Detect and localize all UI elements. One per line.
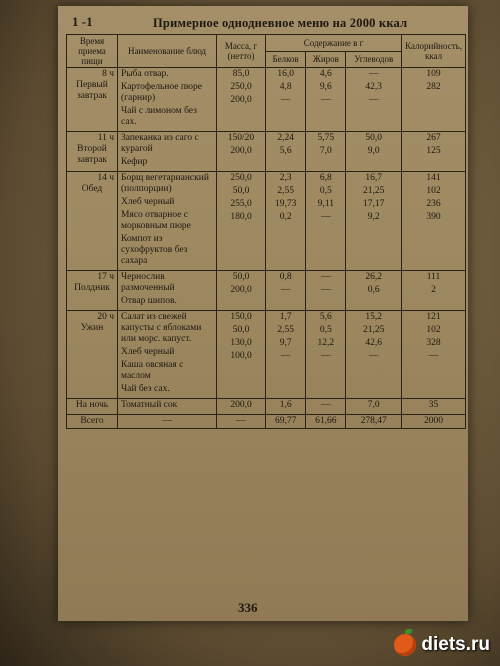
carbs-cell	[346, 271, 402, 311]
kcal-value: 109	[426, 69, 441, 79]
mass-value: 250,0	[230, 82, 252, 92]
dish-name: Картофельное пюре (гарнир)	[121, 82, 202, 103]
carbs-cell	[346, 399, 402, 415]
mass-value: 50,0	[232, 186, 250, 196]
protein-value: 0,8	[279, 272, 292, 282]
meal-cell	[67, 172, 118, 271]
mass-value: 200,0	[230, 400, 252, 410]
protein-value: 1,6	[279, 400, 292, 410]
fat-value: 9,11	[317, 199, 334, 209]
kcal-value: 125	[426, 146, 441, 156]
dish-name: Томатный сок	[121, 400, 178, 410]
protein-value: 19,73	[274, 199, 297, 209]
dish-name: Чай без сах.	[121, 384, 170, 394]
mass-cell	[217, 132, 266, 172]
carbs-cell	[346, 311, 402, 399]
dish-name: Хлеб черный	[121, 197, 175, 207]
kcal-value: —	[428, 351, 439, 361]
mass-value: 200,0	[230, 95, 252, 105]
meal-cell	[67, 311, 118, 399]
mass-value: 130,0	[230, 338, 252, 348]
mass-value: 50,0	[232, 272, 250, 282]
dish-name: Чернослив размоченный	[121, 272, 175, 293]
carbs-value: 50,0	[365, 133, 383, 143]
total-row	[67, 415, 466, 429]
carbs-value: 42,3	[365, 82, 383, 92]
fat-cell	[306, 172, 346, 271]
mass-cell	[217, 399, 266, 415]
meal-name: Второй завтрак	[76, 144, 108, 165]
fat-value: —	[321, 351, 331, 361]
meal-name: Обед	[81, 184, 103, 194]
protein-value: 2,55	[277, 186, 294, 196]
dish-name: Борщ вегетарианский (полпорции)	[121, 173, 209, 194]
dish-name: Хлеб черный	[121, 347, 175, 357]
fat-value: —	[321, 400, 331, 410]
kcal-value: 2	[431, 285, 436, 295]
carbs-value: 15,2	[365, 312, 383, 322]
watermark-text: diets.ru	[421, 634, 490, 655]
meal-name: Полдник	[74, 283, 110, 293]
meal-row	[67, 311, 466, 399]
kcal-value: 236	[426, 199, 441, 209]
corner-mark: 1 -1	[72, 14, 93, 29]
protein-value: —	[280, 285, 291, 295]
header-mass: Масса, г (нетто)	[217, 35, 266, 68]
header-content: Содержание в г	[266, 35, 402, 52]
carbs-value: 26,2	[365, 272, 383, 282]
fat-value: 5,75	[317, 133, 335, 143]
protein-value: 5,6	[279, 146, 292, 156]
book-page	[58, 6, 468, 621]
carbs-value: —	[368, 351, 379, 361]
fat-value: 0,5	[319, 325, 332, 335]
meal-cell	[67, 271, 118, 311]
dish-name: Чай с лимоном без сах.	[121, 106, 197, 127]
meal-cell	[67, 68, 118, 132]
mass-value: 150,0	[230, 312, 252, 322]
header-carbs: Углеводов	[346, 51, 402, 68]
carbs-value: 42,6	[365, 338, 383, 348]
fat-value: —	[321, 95, 331, 105]
carbs-value: 16,7	[365, 173, 383, 183]
dish-name: Салат из свежей капусты с яблоками или морс. капуст.	[121, 312, 202, 344]
fat-cell	[306, 132, 346, 172]
carbs-value: 21,25	[363, 325, 385, 335]
dish-name: Мясо отварное с морковным пюре	[121, 210, 191, 231]
protein-value: 16,0	[277, 69, 294, 79]
dish-name: Запеканка из саго с курагой	[121, 133, 199, 154]
apple-icon	[394, 634, 416, 656]
dishes-cell	[118, 311, 217, 399]
dish-name: Кефир	[121, 157, 148, 167]
meal-row	[67, 399, 466, 415]
menu-body	[67, 68, 466, 415]
mass-value: 255,0	[230, 199, 252, 209]
kcal-value: 102	[426, 186, 441, 196]
meal-time: 8 ч	[102, 69, 114, 79]
header-kcal: Калорийность, ккал	[402, 35, 466, 68]
header-fat: Жиров	[306, 51, 346, 68]
dishes-cell	[118, 132, 217, 172]
meal-time: 11 ч	[97, 133, 114, 143]
protein-cell	[266, 172, 306, 271]
carbs-value: —	[368, 69, 379, 79]
protein-value: 2,3	[279, 173, 292, 183]
meal-cell	[67, 132, 118, 172]
protein-value: 1,7	[279, 312, 292, 322]
page-number: 336	[238, 600, 258, 615]
meal-row	[67, 271, 466, 311]
fat-cell	[306, 68, 346, 132]
menu-table	[66, 34, 466, 429]
header-meal: Время приема пищи	[67, 35, 118, 68]
carbs-cell	[346, 172, 402, 271]
kcal-value: 267	[426, 133, 441, 143]
carbs-value: 0,6	[367, 285, 380, 295]
protein-cell	[266, 68, 306, 132]
kcal-value: 35	[428, 400, 439, 410]
kcal-cell	[402, 132, 466, 172]
meal-time: 20 ч	[97, 312, 114, 322]
kcal-value: 102	[426, 325, 441, 335]
protein-value: 2,24	[277, 133, 294, 143]
total-carbs: 278,47	[346, 415, 402, 429]
fat-value: —	[321, 212, 331, 222]
meal-name: Первый завтрак	[76, 80, 108, 101]
page-title: Примерное однодневное меню на 2000 ккал	[153, 16, 408, 30]
mass-value: 100,0	[230, 351, 252, 361]
dish-name: Отвар шипов.	[121, 296, 177, 306]
mass-value: 50,0	[232, 325, 250, 335]
kcal-value: 390	[426, 212, 441, 222]
meal-row	[67, 172, 466, 271]
kcal-cell	[402, 399, 466, 415]
carbs-value: 9,0	[367, 146, 380, 156]
protein-value: —	[280, 95, 291, 105]
mass-value: 200,0	[230, 146, 252, 156]
total-fat: 61,66	[306, 415, 346, 429]
kcal-cell	[402, 68, 466, 132]
meal-name: На ночь	[75, 400, 109, 410]
total-dish: —	[118, 415, 217, 429]
fat-value: 9,6	[319, 82, 332, 92]
mass-value: 150/20	[227, 133, 255, 143]
total-kcal: 2000	[402, 415, 466, 429]
mass-value: 250,0	[230, 173, 252, 183]
mass-value: 85,0	[232, 69, 250, 79]
dishes-cell	[118, 68, 217, 132]
meal-time: 17 ч	[97, 272, 114, 282]
carbs-value: 7,0	[367, 400, 380, 410]
mass-value: 180,0	[230, 212, 252, 222]
kcal-value: 111	[426, 272, 441, 282]
header-dish: Наименование блюд	[118, 35, 217, 68]
dish-name: Компот из сухофруктов без сахара	[121, 234, 188, 266]
dishes-cell	[118, 172, 217, 271]
mass-cell	[217, 68, 266, 132]
kcal-cell	[402, 311, 466, 399]
total-protein: 69,77	[266, 415, 306, 429]
total-mass: —	[217, 415, 266, 429]
fat-value: —	[321, 272, 331, 282]
fat-cell	[306, 311, 346, 399]
protein-cell	[266, 271, 306, 311]
dishes-cell	[118, 271, 217, 311]
carbs-cell	[346, 68, 402, 132]
kcal-value: 121	[426, 312, 441, 322]
dish-name: Рыба отвар.	[121, 69, 169, 79]
meal-name: Ужин	[80, 323, 104, 333]
header-protein: Белков	[266, 51, 306, 68]
dishes-cell	[118, 399, 217, 415]
carbs-value: 9,2	[367, 212, 380, 222]
fat-value: 7,0	[319, 146, 332, 156]
protein-cell	[266, 132, 306, 172]
dish-name: Каша овсяная с маслом	[121, 360, 184, 381]
carbs-value: 21,25	[363, 186, 385, 196]
fat-value: —	[321, 285, 331, 295]
meal-time: 14 ч	[97, 173, 114, 183]
fat-cell	[306, 271, 346, 311]
fat-value: 0,5	[319, 186, 332, 196]
kcal-value: 141	[426, 173, 441, 183]
fat-value: 5,6	[319, 312, 332, 322]
kcal-cell	[402, 172, 466, 271]
mass-value: 200,0	[230, 285, 252, 295]
protein-value: —	[280, 351, 291, 361]
carbs-value: —	[368, 95, 379, 105]
protein-value: 9,7	[279, 338, 292, 348]
protein-cell	[266, 399, 306, 415]
meal-row	[67, 132, 466, 172]
protein-value: 0,2	[279, 212, 292, 222]
fat-value: 12,2	[317, 338, 335, 348]
mass-cell	[217, 172, 266, 271]
kcal-cell	[402, 271, 466, 311]
carbs-value: 17,17	[363, 199, 385, 209]
protein-value: 4,8	[279, 82, 292, 92]
fat-value: 6,8	[319, 173, 332, 183]
mass-cell	[217, 311, 266, 399]
fat-value: 4,6	[319, 69, 332, 79]
protein-cell	[266, 311, 306, 399]
fat-cell	[306, 399, 346, 415]
meal-cell	[67, 399, 118, 415]
meal-row	[67, 68, 466, 132]
total-label: Всего	[67, 415, 118, 429]
mass-cell	[217, 271, 266, 311]
carbs-cell	[346, 132, 402, 172]
protein-value: 2,55	[277, 325, 294, 335]
kcal-value: 328	[426, 338, 441, 348]
watermark-logo	[394, 634, 490, 656]
kcal-value: 282	[426, 82, 441, 92]
